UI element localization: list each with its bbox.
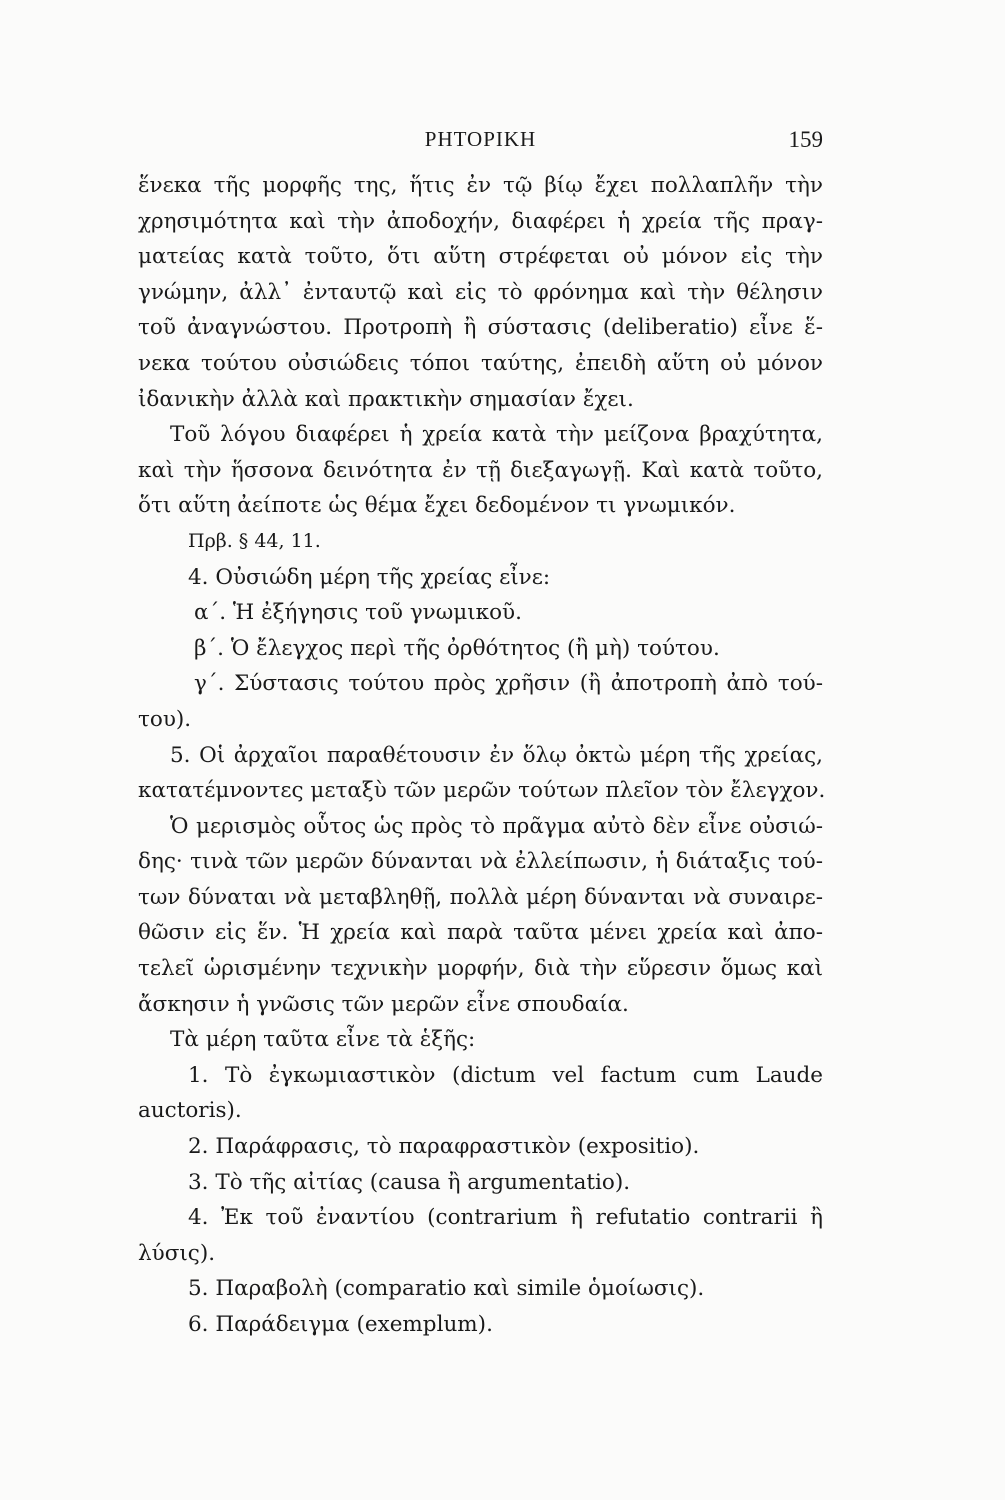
page-header bbox=[138, 127, 823, 159]
text-line: δης· τινὰ τῶν μερῶν δύνανται νὰ ἐλλείπωσιν, ἡ διάταξις τού- bbox=[138, 849, 823, 875]
text-line: θῶσιν εἰς ἕν. Ἡ χρεία καὶ παρὰ ταῦτα μένει χρεία καὶ ἀπο- bbox=[138, 920, 823, 946]
list-item: 2. Παράφρασις, τὸ παραφραστικὸν (expositio). bbox=[188, 1134, 700, 1160]
body-text bbox=[138, 168, 826, 1343]
text-line: νεκα τούτου οὐσιώδεις τόποι ταύτης, ἐπειδὴ αὕτη οὐ μόνον bbox=[138, 350, 823, 376]
text-line: των δύναται νὰ μεταβληθῇ, πολλὰ μέρη δύνανται νὰ συναιρε- bbox=[138, 884, 823, 910]
section-heading: 5. Οἱ ἀρχαῖοι παραθέτουσιν ἐν ὅλῳ ὀκτὼ μέρη τῆς χρείας, bbox=[170, 742, 823, 768]
list-item: α΄. Ἡ ἐξήγησις τοῦ γνωμικοῦ. bbox=[194, 600, 522, 626]
reference-note: Πρβ. § 44, 11. bbox=[188, 529, 321, 552]
text-line: καὶ τὴν ἥσσονα δεινότητα ἐν τῇ διεξαγωγῇ. Καὶ κατὰ τοῦτο, bbox=[138, 457, 823, 483]
text-line: κατατέμνοντες μεταξὺ τῶν μερῶν τούτων πλεῖον τὸν ἔλεγχον. bbox=[138, 778, 826, 804]
list-item: β΄. Ὁ ἔλεγχος περὶ τῆς ὀρθότητος (ἢ μὴ) τούτου. bbox=[194, 635, 720, 661]
text-line: τελεῖ ὡρισμένην τεχνικὴν μορφήν, διὰ τὴν εὕρεσιν ὅμως καὶ bbox=[138, 956, 823, 982]
text-line: λύσις). bbox=[138, 1240, 216, 1266]
list-item: 1. Τὸ ἐγκωμιαστικὸν (dictum vel factum cum Laude bbox=[188, 1062, 823, 1088]
text-line: Τοῦ λόγου διαφέρει ἡ χρεία κατὰ τὴν μείζονα βραχύτητα, bbox=[170, 422, 823, 448]
text-line: Τὰ μέρη ταῦτα εἶνε τὰ ἑξῆς: bbox=[170, 1027, 476, 1053]
list-item: 4. Ἐκ τοῦ ἐναντίου (contrarium ἢ refutatio contrarii ἢ bbox=[188, 1205, 823, 1231]
list-item: 3. Τὸ τῆς αἰτίας (causa ἢ argumentatio). bbox=[188, 1169, 631, 1195]
text-line: χρησιμότητα καὶ τὴν ἀποδοχήν, διαφέρει ἡ χρεία τῆς πραγ- bbox=[138, 208, 823, 234]
text-line: ματείας κατὰ τοῦτο, ὅτι αὕτη στρέφεται οὐ μόνον εἰς τὴν bbox=[138, 244, 823, 270]
text-line: γνώμην, ἀλλ᾽ ἐνταυτῷ καὶ εἰς τὸ φρόνημα καὶ τὴν θέλησιν bbox=[138, 279, 823, 305]
list-item: γ΄. Σύστασις τούτου πρὸς χρῆσιν (ἢ ἀποτροπὴ ἀπὸ τού- bbox=[194, 671, 823, 697]
list-item: 6. Παράδειγμα (exemplum). bbox=[188, 1312, 493, 1337]
running-head: ΡΗΤΟΡΙΚΗ bbox=[424, 127, 537, 151]
section-heading: 4. Οὐσιώδη μέρη τῆς χρείας εἶνε: bbox=[188, 564, 551, 590]
text-line: ὅτι αὕτη ἀείποτε ὡς θέμα ἔχει δεδομένον τι γνωμικόν. bbox=[138, 493, 736, 519]
page-number: 159 bbox=[788, 127, 823, 152]
text-line: Ὁ μερισμὸς οὗτος ὡς πρὸς τὸ πρᾶγμα αὐτὸ δὲν εἶνε οὐσιώ- bbox=[170, 813, 823, 839]
text-line: ἰδανικὴν ἀλλὰ καὶ πρακτικὴν σημασίαν ἔχει. bbox=[138, 386, 634, 412]
text-line: ἕνεκα τῆς μορφῆς της, ἥτις ἐν τῷ βίῳ ἔχει πολλαπλῆν τὴν bbox=[138, 173, 823, 198]
text-line: auctoris). bbox=[138, 1098, 242, 1124]
text-line: τοῦ ἀναγνώστου. Προτροπὴ ἢ σύστασις (deliberatio) εἶνε ἕ- bbox=[138, 315, 823, 341]
text-line: του). bbox=[138, 706, 192, 732]
list-item: 5. Παραβολὴ (comparatio καὶ simile ὁμοίωσις). bbox=[188, 1276, 705, 1302]
text-line: ἄσκησιν ἡ γνῶσις τῶν μερῶν εἶνε σπουδαία. bbox=[138, 991, 629, 1017]
